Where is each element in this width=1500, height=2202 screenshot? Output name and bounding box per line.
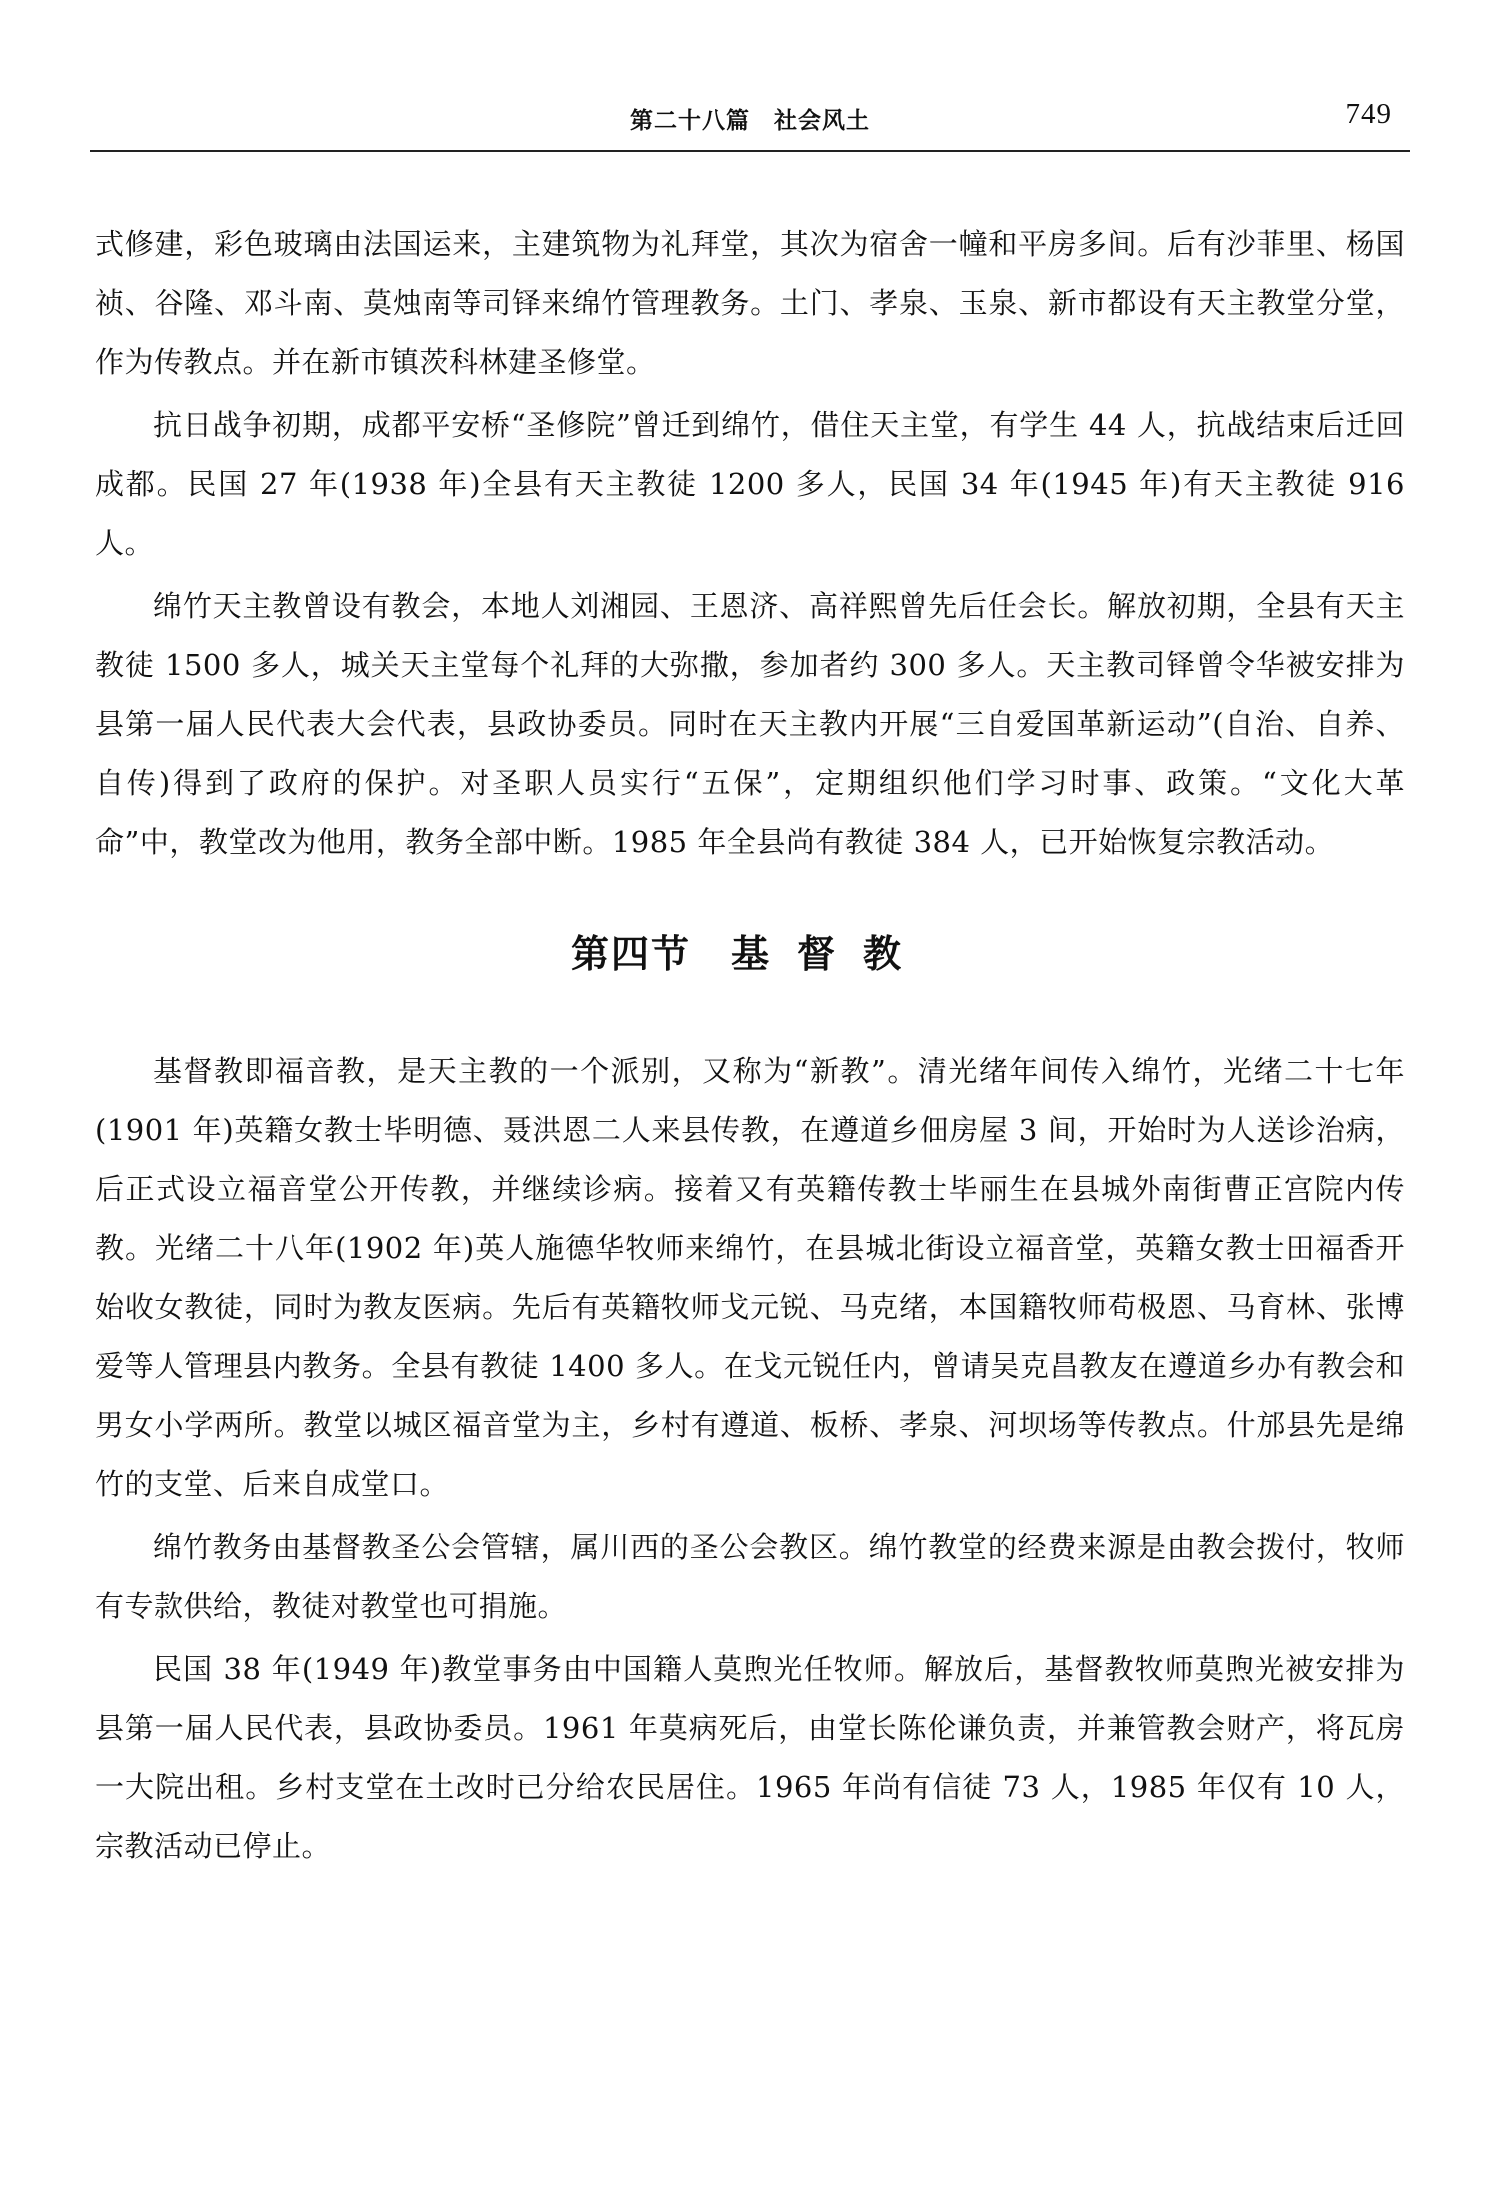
paragraph: 绵竹教务由基督教圣公会管辖，属川西的圣公会教区。绵竹教堂的经费来源是由教会拨付，牧师有专款供给，教徒对教堂也可捐施。 (95, 1530, 1405, 1623)
section-number: 第四节 (570, 931, 691, 976)
paragraph: 基督教即福音教，是天主教的一个派别，又称为“新教”。清光绪年间传入绵竹，光绪二十七年(1901 年)英籍女教士毕明德、聂洪恩二人来县传教，在遵道乡佃房屋 3 间，开始时为人送诊治病，后正式设立福音堂公开传教，并继续诊病。接着又有英籍传教士毕丽生在县城外南街曹正宫院内传教。光绪二十八年(1902 年)英人施德华牧师来绵竹，在县城北街设立福音堂，英籍女教士田福香开始收女教徒，同时为教友医病。先后有英籍牧师戈元锐、马克绪，本国籍牧师苟极恩、马育林、张博爱等人管理县内教务。全县有教徒 1400 多人。在戈元锐任内，曾请吴克昌教友在遵道乡办有教会和男女小学两所。教堂以城区福音堂为主，乡村有遵道、板桥、孝泉、河坝场等传教点。什邡县先是绵竹的支堂、后来自成堂口。 (95, 1054, 1405, 1501)
paragraph: 绵竹天主教曾设有教会，本地人刘湘园、王恩济、高祥熙曾先后任会长。解放初期，全县有天主教徒 1500 多人，城关天主堂每个礼拜的大弥撒，参加者约 300 多人。天主教司铎曾令华被安排为县第一届人民代表大会代表，县政协委员。同时在天主教内开展“三自爱国革新运动”(自治、自养、自传)得到了政府的保护。对圣职人员实行“五保”，定期组织他们学习时事、政策。“文化大革命”中，教堂改为他用，教务全部中断。1985 年全县尚有教徒 384 人，已开始恢复宗教活动。 (95, 589, 1405, 859)
section-heading (95, 924, 1405, 984)
paragraph: 抗日战争初期，成都平安桥“圣修院”曾迁到绵竹，借住天主堂，有学生 44 人，抗战结束后迁回成都。民国 27 年(1938 年)全县有天主教徒 1200 多人，民国 34 年(1945 年)有天主教徒 916 人。 (95, 408, 1405, 560)
page-number: 749 (1345, 98, 1392, 130)
chapter-title: 第二十八篇 社会风土 (630, 108, 870, 134)
paragraph: 民国 38 年(1949 年)教堂事务由中国籍人莫煦光任牧师。解放后，基督教牧师莫煦光被安排为县第一届人民代表，县政协委员。1961 年莫病死后，由堂长陈伦谦负责，并兼管教会财产，将瓦房一大院出租。乡村支堂在土改时已分给农民居住。1965 年尚有信徒 73 人，1985 年仅有 10 人，宗教活动已停止。 (95, 1652, 1405, 1863)
body-text (95, 215, 1405, 1876)
header-rule (90, 150, 1410, 152)
section-title: 基督教 (731, 931, 930, 976)
paragraph-continued: 式修建，彩色玻璃由法国运来，主建筑物为礼拜堂，其次为宿舍一幢和平房多间。后有沙菲里、杨国祯、谷隆、邓斗南、莫烛南等司铎来绵竹管理教务。土门、孝泉、玉泉、新市都设有天主教堂分堂，作为传教点。并在新市镇茨科林建圣修堂。 (95, 227, 1405, 379)
running-header (90, 98, 1410, 148)
